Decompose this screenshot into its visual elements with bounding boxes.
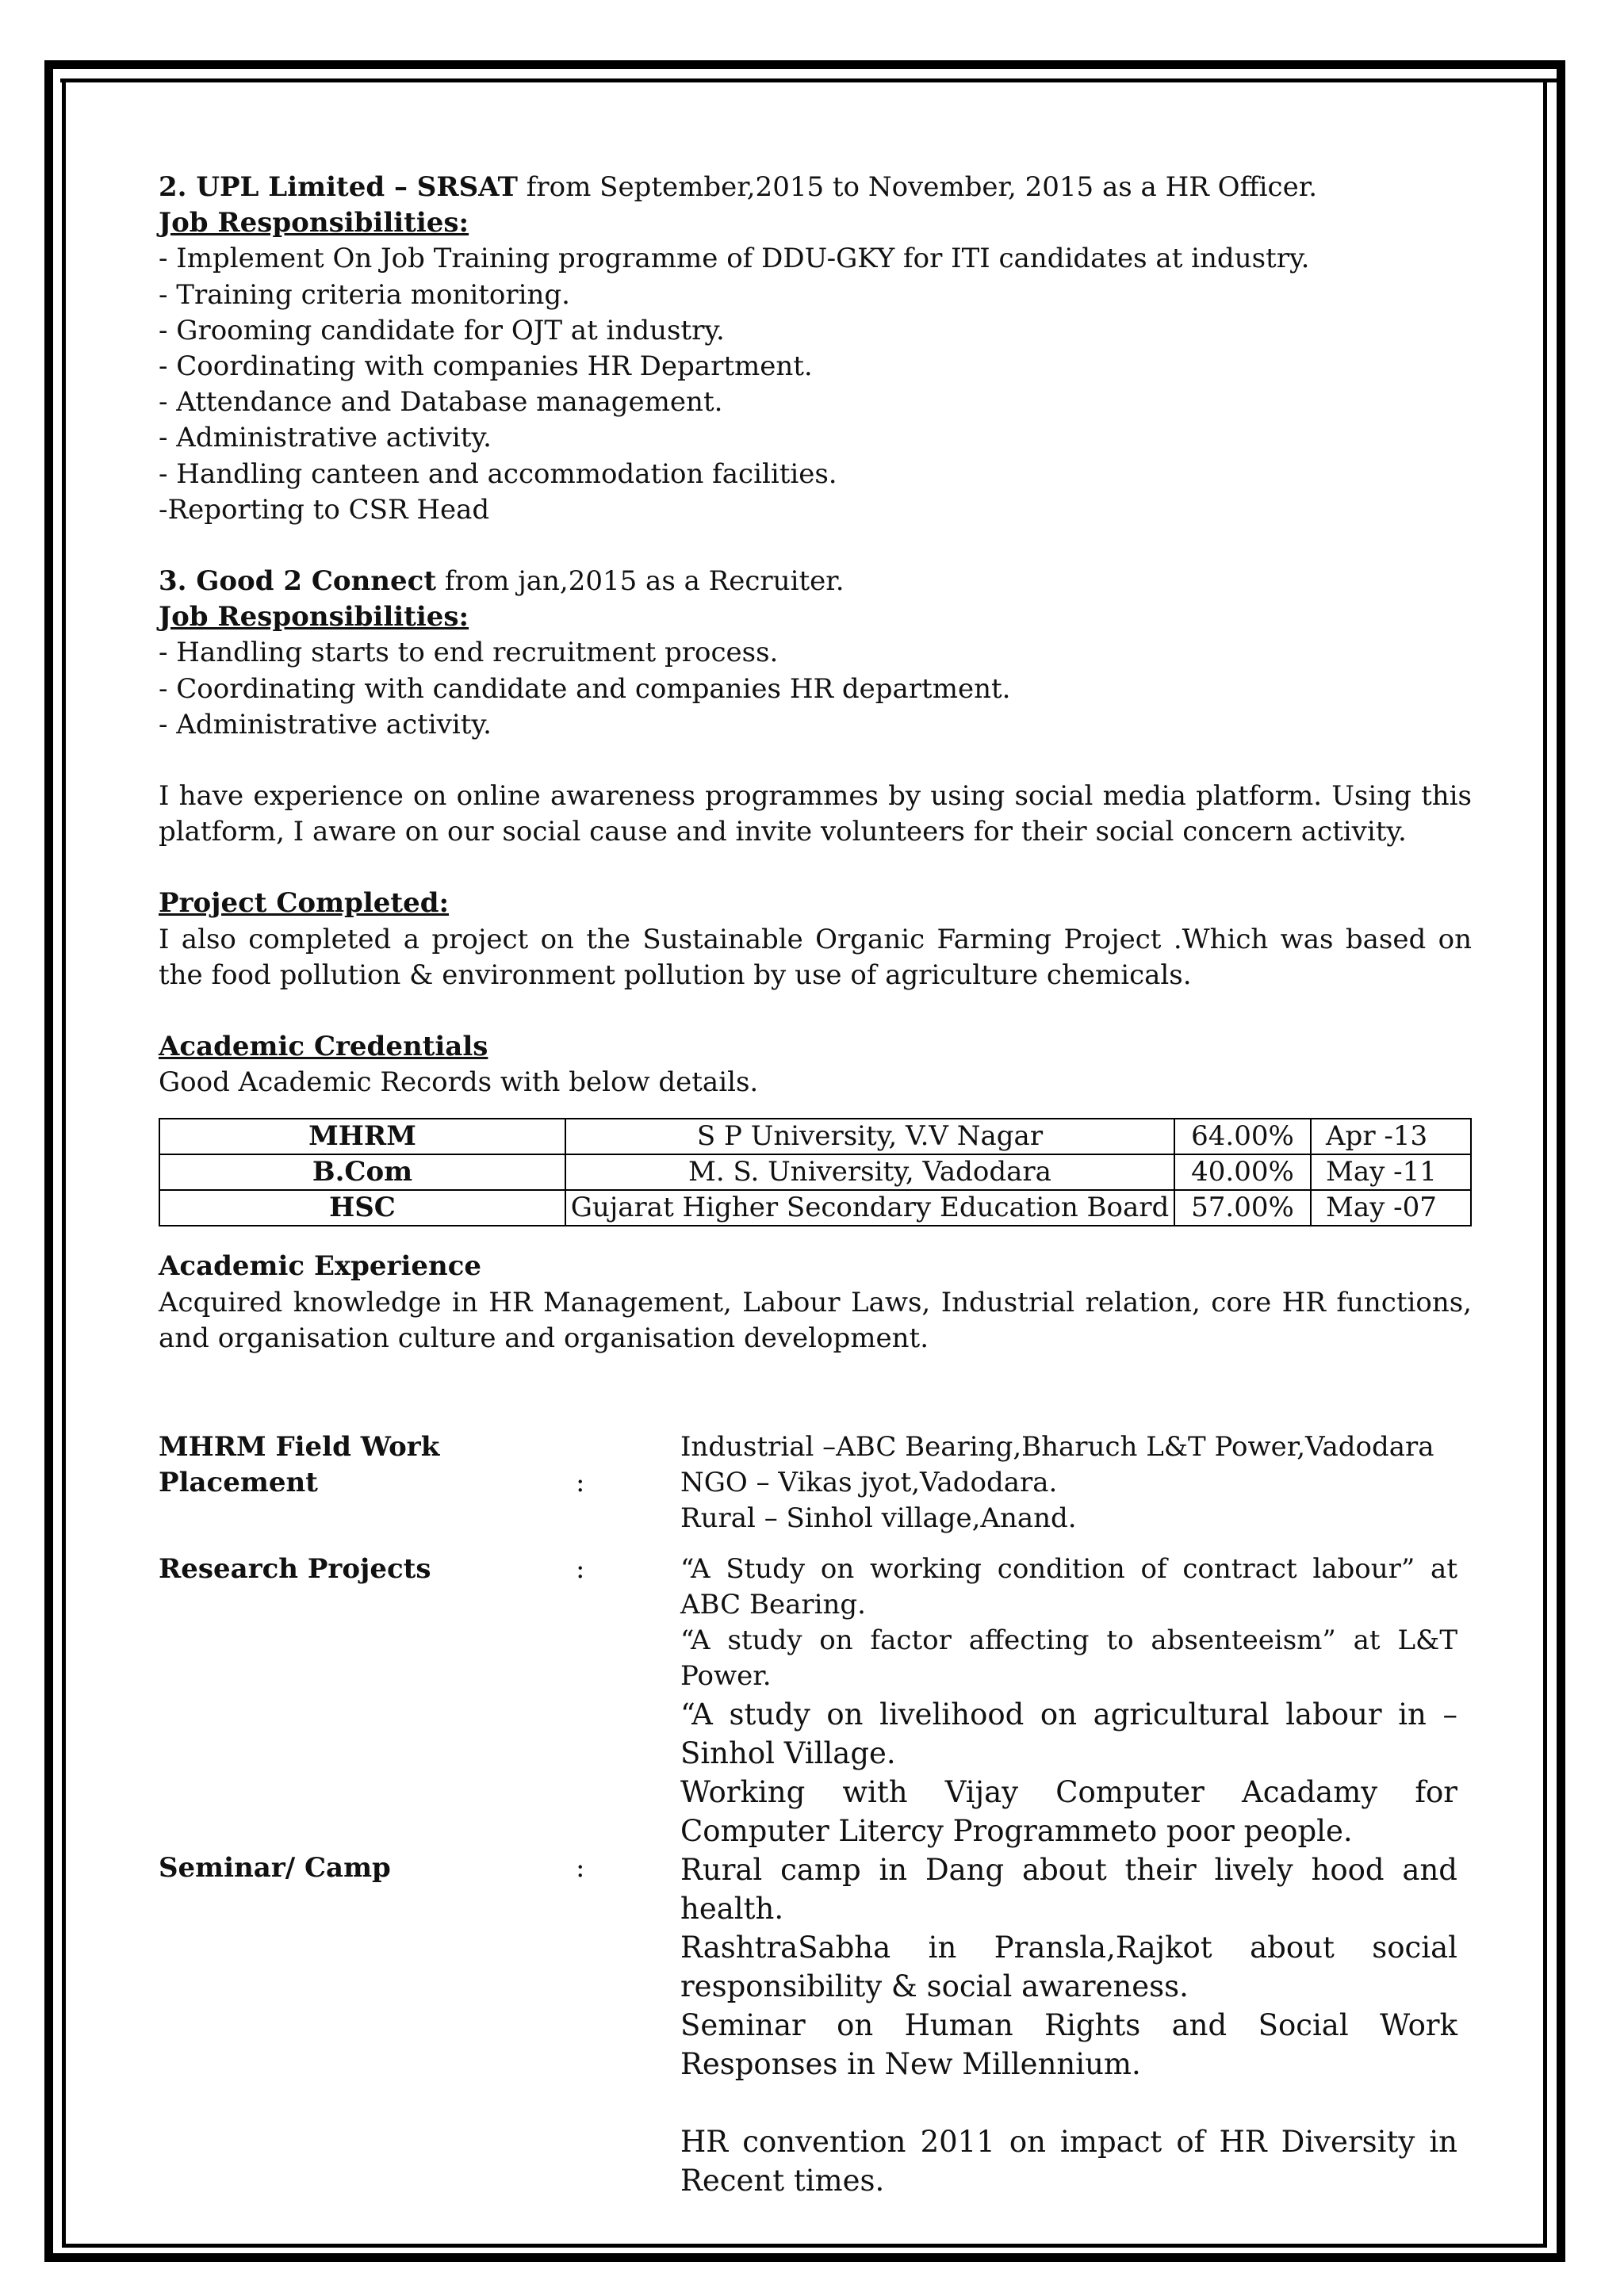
frame-outer-bottom: [44, 2253, 1565, 2262]
research-row: [159, 1552, 1472, 1850]
seminar-colon: :: [576, 1851, 585, 1884]
list-item: - Coordinating with companies HR Department.: [159, 350, 813, 383]
list-item: - Training criteria monitoring.: [159, 278, 570, 311]
research-colon: :: [576, 1552, 585, 1585]
list-item: - Attendance and Database management.: [159, 386, 723, 419]
list-item: Working with Vijay Computer Acadamy for Computer Litercy Programmeto poor people.: [680, 1774, 1457, 1848]
date-cell: May -11: [1311, 1154, 1471, 1190]
frame-inner-top: [60, 78, 1565, 82]
fieldwork-label-line: MHRM Field Work: [159, 1431, 440, 1464]
list-item: -Reporting to CSR Head: [159, 493, 490, 526]
degree-cell: B.Com: [159, 1154, 565, 1190]
fieldwork-label: [159, 1429, 576, 1537]
frame-outer-right: [1557, 60, 1565, 2262]
list-item: “A study on factor affecting to absenteeism” at L&T Power.: [680, 1624, 1457, 1693]
institute-cell: Gujarat Higher Secondary Education Board: [565, 1190, 1174, 1226]
frame-inner-bottom: [62, 2244, 1547, 2248]
degree-cell: HSC: [159, 1190, 565, 1226]
list-item: NGO – Vikas jyot,Vadodara.: [680, 1467, 1058, 1499]
job3-company: 3. Good 2 Connect: [159, 565, 437, 598]
date-cell: May -07: [1311, 1190, 1471, 1226]
research-label: Research Projects: [159, 1552, 431, 1585]
table-row: [159, 1154, 1471, 1190]
list-item: Rural – Sinhol village,Anand.: [680, 1502, 1077, 1535]
table-row: [159, 1119, 1471, 1154]
job2-period: from September,2015 to November, 2015 as a HR Officer.: [517, 171, 1318, 203]
frame-inner-right: [1543, 78, 1547, 2248]
list-item: Industrial –ABC Bearing,Bharuch L&T Power,Vadodara: [680, 1431, 1434, 1464]
job3-period: from jan,2015 as a Recruiter.: [436, 565, 845, 598]
list-item: - Administrative activity.: [159, 422, 492, 454]
seminar-row: [159, 1850, 1472, 2200]
list-item: - Implement On Job Training programme of DDU-GKY for ITI candidates at industry.: [159, 243, 1310, 275]
resume-page-content: [159, 170, 1472, 2200]
date-cell: Apr -13: [1311, 1119, 1471, 1154]
institute-cell: S P University, V.V Nagar: [565, 1119, 1174, 1154]
list-item: “A Study on working condition of contract labour” at ABC Bearing.: [680, 1552, 1457, 1621]
academic-heading: Academic Credentials: [159, 1031, 488, 1063]
research-values: [680, 1552, 1457, 1850]
academic-subtext: Good Academic Records with below details.: [159, 1066, 759, 1099]
job3-resp-heading: Job Responsibilities:: [159, 601, 469, 633]
project-heading: Project Completed:: [159, 887, 450, 920]
list-item: Rural camp in Dang about their lively hood and health.: [680, 1852, 1457, 1926]
fieldwork-label-line: Placement: [159, 1467, 318, 1499]
percent-cell: 40.00%: [1174, 1154, 1311, 1190]
list-item: - Handling starts to end recruitment process.: [159, 637, 779, 669]
academic-table: [159, 1118, 1472, 1226]
frame-outer-left: [44, 60, 53, 2262]
list-item: - Administrative activity.: [159, 708, 492, 740]
acad-exp-heading: Academic Experience: [159, 1250, 482, 1283]
seminar-label: Seminar/ Camp: [159, 1851, 391, 1884]
list-item: - Grooming candidate for OJT at industry.: [159, 314, 725, 346]
seminar-values: [680, 1850, 1457, 2200]
list-item: Seminar on Human Rights and Social Work Responses in New Millennium.: [680, 2007, 1457, 2081]
list-item: HR convention 2011 on impact of HR Diversity in Recent times.: [680, 2124, 1457, 2198]
list-item: “A study on livelihood on agricultural labour in – Sinhol Village.: [680, 1697, 1457, 1770]
job2-company: 2. UPL Limited – SRSAT: [159, 171, 518, 203]
fieldwork-colon: [576, 1429, 680, 1537]
project-text: I also completed a project on the Sustainable Organic Farming Project .Which was based on the food pollution & environment pollution by use of agriculture chemicals.: [159, 923, 1472, 991]
percent-cell: 57.00%: [1174, 1190, 1311, 1226]
fieldwork-row: [159, 1429, 1472, 1537]
list-item: - Handling canteen and accommodation facilities.: [159, 457, 837, 490]
job2-resp-heading: Job Responsibilities:: [159, 207, 469, 239]
list-item: RashtraSabha in Pransla,Rajkot about social responsibility & social awareness.: [680, 1930, 1457, 2003]
frame-outer-top: [44, 60, 1565, 69]
job3-title: [159, 564, 1472, 599]
percent-cell: 64.00%: [1174, 1119, 1311, 1154]
colon: :: [576, 1467, 585, 1499]
degree-cell: MHRM: [159, 1119, 565, 1154]
institute-cell: M. S. University, Vadodara: [565, 1154, 1174, 1190]
list-item: - Coordinating with candidate and companies HR department.: [159, 672, 1011, 705]
table-row: [159, 1190, 1471, 1226]
frame-inner-left: [62, 78, 66, 2248]
fieldwork-values: [680, 1429, 1457, 1537]
job2-title: [159, 170, 1472, 205]
acad-exp-text: Acquired knowledge in HR Management, Labour Laws, Industrial relation, core HR functions, and organisation culture and organisation development.: [159, 1286, 1472, 1354]
online-awareness-paragraph: I have experience on online awareness programmes by using social media platform. Using this platform, I aware on our social cause and invite volunteers for their social concern activity.: [159, 780, 1472, 848]
